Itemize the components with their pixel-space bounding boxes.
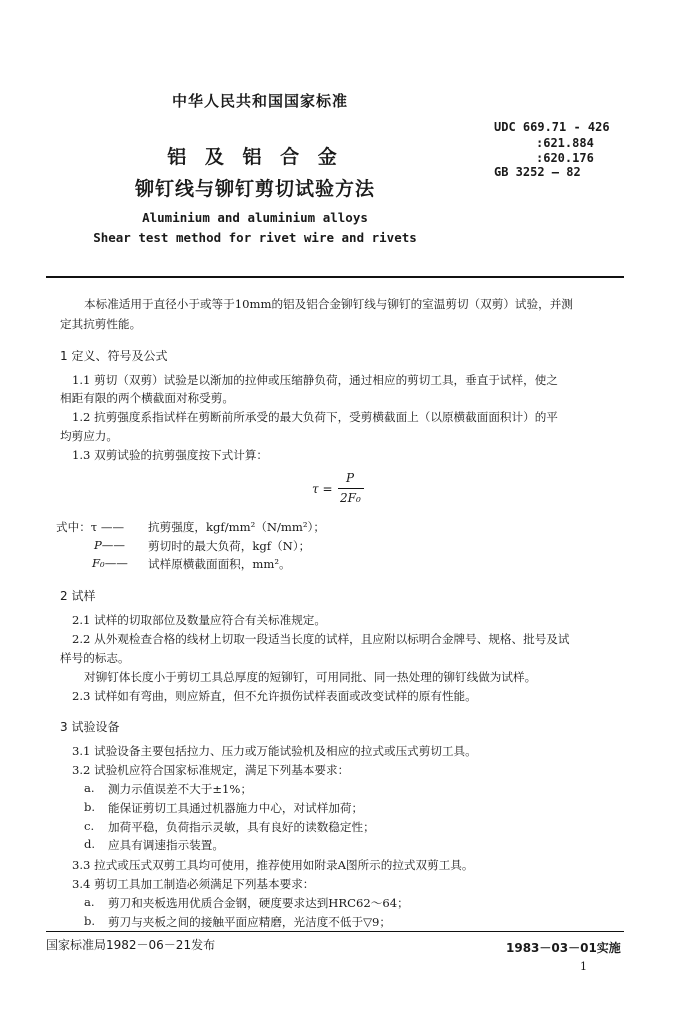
clause-2-2-note: 对铆钉体长度小于剪切工具总厚度的短铆钉，可用同批、同一热处理的铆钉线做为试样。 <box>84 670 537 684</box>
udc-line-3: :620.176 <box>536 151 594 165</box>
clause-2-2-line-2: 样号的标志。 <box>60 651 130 665</box>
list-3-4-b-text: 剪刀与夹板之间的接触平面应精磨，光洁度不低于▽9； <box>108 915 391 929</box>
udc-line-2: :621.884 <box>536 136 594 150</box>
where-desc-3: 试样原横截面面积，mm²。 <box>148 557 291 571</box>
intro-line-1: 本标准适用于直径小于或等于10mm的铝及铝合金铆钉线与铆钉的室温剪切（双剪）试验，并测 <box>84 297 573 311</box>
effective-date: 1983－03－01实施 <box>506 941 621 955</box>
list-3-2-c-mark: c. <box>84 819 95 833</box>
footer-divider <box>46 931 624 932</box>
gb-number: GB 3252 — 82 <box>494 165 581 179</box>
list-3-4-b-mark: b. <box>84 914 96 928</box>
where-desc-2: 剪切时的最大负荷，kgf（N）； <box>148 539 311 553</box>
list-3-4-a-mark: a. <box>84 895 95 909</box>
list-3-2-d-mark: d. <box>84 837 96 851</box>
udc-line-1: UDC 669.71 - 426 <box>494 120 610 134</box>
clause-1-3: 1.3 双剪试验的抗剪强度按下式计算： <box>72 448 269 462</box>
formula-denominator: 2F₀ <box>340 491 361 505</box>
where-symbol-1: 式中：τ —— <box>56 520 125 534</box>
title-cn-line-2: 铆钉线与铆钉剪切试验方法 <box>134 178 375 200</box>
clause-3-4: 3.4 剪切工具加工制造必须满足下列基本要求： <box>72 877 315 891</box>
clause-1-2-line-2: 均剪应力。 <box>60 429 118 443</box>
issue-date: 国家标准局1982－06－21发布 <box>46 938 216 952</box>
clause-2-2-line-1: 2.2 从外观检查合格的线材上切取一段适当长度的试样，且应附以标明合金牌号、规格、批号及试 <box>72 632 570 646</box>
clause-1-2-line-1: 1.2 抗剪强度系指试样在剪断前所承受的最大负荷下，受剪横截面上（以原横截面面积计）的平 <box>72 410 558 424</box>
section-3-heading: 3 试验设备 <box>60 720 120 734</box>
where-desc-1: 抗剪强度，kgf/mm²（N/mm²）； <box>148 520 325 534</box>
fraction-bar <box>338 488 364 489</box>
clause-2-1: 2.1 试样的切取部位及数量应符合有关标准规定。 <box>72 613 326 627</box>
standard-name: 中华人民共和国国家标准 <box>171 92 348 110</box>
title-en-line-1: Aluminium and aluminium alloys <box>142 210 368 225</box>
formula-numerator: P <box>346 471 355 485</box>
list-3-2-d-text: 应具有调速指示装置。 <box>108 838 224 852</box>
title-cn-line-1: 铝 及 铝 合 金 <box>167 146 343 168</box>
title-en-line-2: Shear test method for rivet wire and rivets <box>93 230 417 245</box>
clause-1-1-line-1: 1.1 剪切（双剪）试验是以渐加的拉伸或压缩静负荷，通过相应的剪切工具，垂直于试样，使之 <box>72 373 558 387</box>
section-1-heading: 1 定义、符号及公式 <box>60 349 168 363</box>
list-3-2-b-mark: b. <box>84 800 96 814</box>
where-symbol-2: P—— <box>94 538 125 552</box>
list-3-2-b-text: 能保证剪切工具通过机器施力中心，对试样加荷； <box>108 801 364 815</box>
header-divider <box>46 276 624 278</box>
list-3-2-c-text: 加荷平稳，负荷指示灵敏，具有良好的读数稳定性； <box>108 820 375 834</box>
list-3-2-a-text: 测力示值误差不大于±1%； <box>108 782 253 796</box>
intro-line-2: 定其抗剪性能。 <box>60 317 142 331</box>
clause-2-3: 2.3 试样如有弯曲，则应矫直，但不允许损伤试样表面或改变试样的原有性能。 <box>72 689 477 703</box>
list-3-2-a-mark: a. <box>84 781 95 795</box>
section-2-heading: 2 试样 <box>60 589 96 603</box>
clause-1-1-line-2: 相距有限的两个横截面对称受剪。 <box>60 391 234 405</box>
where-symbol-3: F₀—— <box>92 556 128 570</box>
clause-3-2: 3.2 试验机应符合国家标准规定，满足下列基本要求： <box>72 763 350 777</box>
formula-lhs: τ = <box>312 482 333 496</box>
page-number: 1 <box>580 960 587 973</box>
clause-3-1: 3.1 试验设备主要包括拉力、压力或万能试验机及相应的拉式或压式剪切工具。 <box>72 744 477 758</box>
clause-3-3: 3.3 拉式或压式双剪工具均可使用，推荐使用如附录A图所示的拉式双剪工具。 <box>72 858 474 872</box>
list-3-4-a-text: 剪刀和夹板选用优质合金钢，硬度要求达到HRC62～64； <box>108 896 409 910</box>
